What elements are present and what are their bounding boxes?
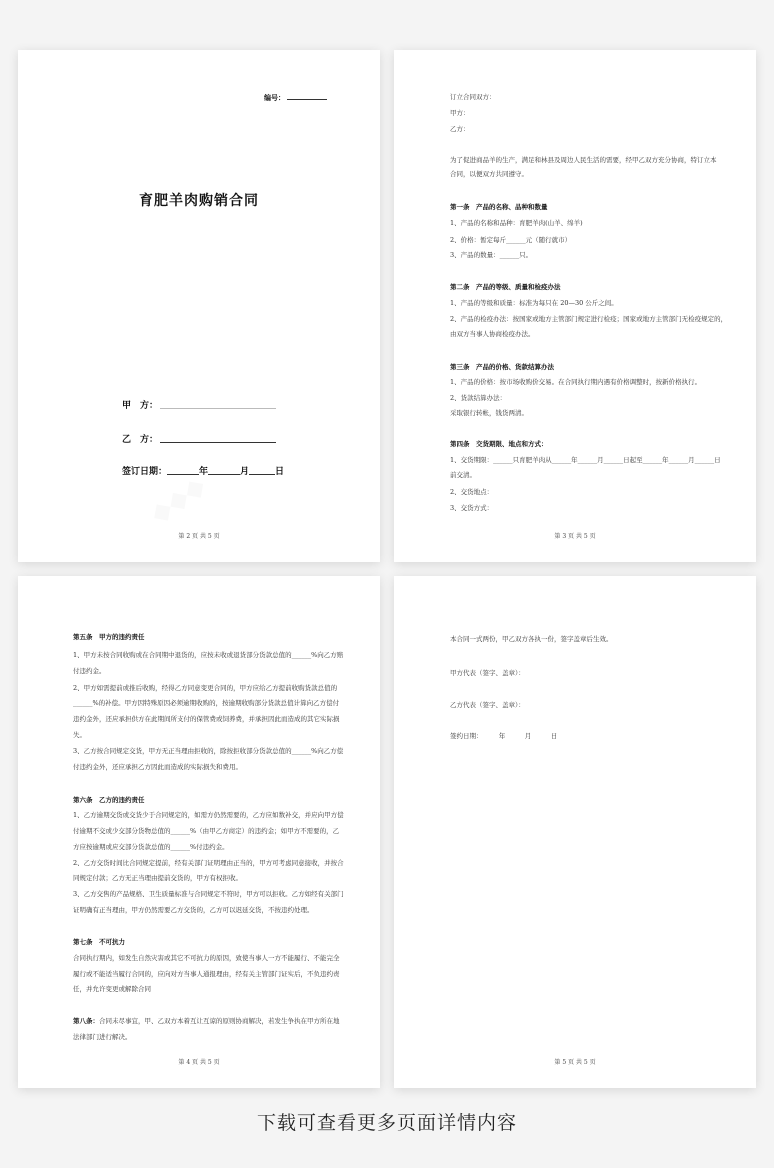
body-line: 前交清。	[450, 471, 476, 479]
body-line: 2、产品的检疫办法：按国家或地方主管部门规定进行检疫；国家或地方主管部门无检疫规定的，	[450, 315, 728, 323]
section-heading: 第一条 产品的名称、品种和数量	[450, 203, 548, 211]
contract-page-4	[394, 576, 756, 1088]
body-line: 失。	[73, 731, 86, 739]
contract-title: 育肥羊肉购销合同	[139, 193, 259, 209]
page-footer: 第 2 页 共 5 页	[178, 533, 220, 540]
body-line: 3、乙方交售的产品规格、卫生质量标准与合同规定不符时，甲方可以拒收。乙方如经有关部门	[73, 890, 344, 898]
party-a-line	[122, 398, 276, 411]
body-line: 为了促进商品羊的生产，满足和林县及周边人民生活的需要，经甲乙双方充分协商，特订立本	[450, 156, 717, 164]
page-footer: 第 5 页 共 5 页	[554, 1059, 596, 1066]
section-heading: 第五条 甲方的违约责任	[73, 633, 145, 641]
section-prefix: 第八条：	[73, 1017, 99, 1025]
body-line: 证明确有正当理由，甲方仍然需要乙方交货的，乙方可以迟延交货，不按违约处理。	[73, 906, 314, 914]
section-heading: 第四条 交货期限、地点和方式：	[450, 440, 548, 448]
body-line: 合同，以便双方共同遵守。	[450, 170, 528, 178]
sign-date-line	[122, 464, 284, 477]
body-line: 付逾期不交或少交部分货物总值的______%（由甲乙方商定）的违约金；如甲方不需要的，乙	[73, 827, 340, 835]
body-line: 1、乙方逾期交货或交货少于合同规定的，如需方仍然需要的，乙方应如数补交，并应向甲方偿	[73, 811, 344, 819]
section-heading: 第二条 产品的等级、质量和检疫办法	[450, 283, 561, 291]
sign-date-label: 签订日期：	[122, 467, 168, 477]
body-line: 付违约金。	[73, 667, 106, 675]
body-line: 1、甲方未按合同收购或在合同期中退货的，应按未收或退货部分货款总值的______%向乙方赔	[73, 651, 344, 659]
body-line: 违约金外，还应承担供方在此期间所支付的保管费或饲养费，并承担因此而造成的其它实际损	[73, 715, 340, 723]
body-line: 1、产品的等级和质量：标准为每只在 20—30 公斤之间。	[450, 299, 618, 307]
body-line: 乙方代表（签字、盖章）：	[450, 701, 525, 709]
serial-blank	[287, 93, 327, 100]
month-blank	[208, 466, 240, 475]
year-label: 年	[199, 467, 209, 477]
section-heading: 第六条 乙方的违约责任	[73, 796, 145, 804]
body-line: 签约日期： 年 月 日	[450, 732, 558, 740]
watermark	[145, 471, 211, 530]
month-label: 月	[240, 467, 250, 477]
page-footer: 第 4 页 共 5 页	[178, 1059, 220, 1066]
contract-page-2	[394, 50, 756, 562]
download-caption: 下载可查看更多页面详情内容	[256, 1112, 517, 1134]
body-line: 方应按逾期或应交部分货款总值的______%付违约金。	[73, 843, 229, 851]
day-blank	[249, 466, 275, 475]
body-line	[73, 1016, 340, 1026]
contract-page-3	[18, 576, 380, 1088]
section-heading: 第七条 不可抗力	[73, 938, 125, 946]
day-label: 日	[275, 467, 285, 477]
party-b-line	[122, 432, 276, 445]
party-a-blank	[160, 407, 276, 409]
body-line: 3、产品的数量：______只。	[450, 251, 533, 259]
body-line: 履行或不能适当履行合同的，应向对方当事人通报理由，经有关主管部门证实后，不负违约责	[73, 970, 340, 978]
body-line: 2、甲方如需提前或推后收购，经得乙方同意变更合同的，甲方应给乙方提前收购货款总值的	[73, 684, 338, 692]
body-line: 1、产品的价格：按市场收购价交易。在合同执行期内遇有价格调整时，按新价格执行。	[450, 378, 702, 386]
body-line: 2、货款结算办法：	[450, 394, 507, 402]
serial-number	[264, 93, 327, 103]
section-text: 合同未尽事宜，甲、乙双方本着互让互谅的原则协商解决，若发生争执在甲方所在地	[99, 1017, 340, 1025]
body-line: 甲方：	[450, 109, 470, 117]
body-line: 2、乙方交货时间比合同规定提前，经有关部门证明理由正当的，甲方可考虑同意接收，并按合	[73, 859, 344, 867]
body-line: 同规定付款；乙方无正当理由提前交货的，甲方有权拒收。	[73, 874, 242, 882]
body-line: 1、产品的名称和品种：育肥羊肉(山羊、绵羊)	[450, 219, 583, 227]
body-line: 乙方：	[450, 125, 470, 133]
body-line: 本合同一式两份，甲乙双方各执一份，签字盖章后生效。	[450, 635, 613, 643]
party-b-blank	[160, 441, 276, 443]
body-line: 任，并允许变更或解除合同	[73, 985, 151, 993]
body-line: 由双方当事人协商检疫办法。	[450, 330, 535, 338]
body-line: 法律部门进行解决。	[73, 1033, 132, 1041]
body-line: 3、交货方式：	[450, 504, 494, 512]
body-line: 采取银行转帐，钱货两清。	[450, 409, 528, 417]
section-heading: 第三条 产品的价格、货款结算办法	[450, 363, 554, 371]
body-line: 2、价格：暂定每斤______元（随行就市）	[450, 236, 572, 244]
contract-cover-page	[18, 50, 380, 562]
body-line: 3、乙方按合同规定交货，甲方无正当理由拒收的，除按拒收部分货款总值的______%向乙方偿	[73, 747, 344, 755]
serial-label: 编号：	[264, 93, 285, 102]
body-line: 订立合同双方：	[450, 93, 496, 101]
body-line: 2、交货地点：	[450, 488, 494, 496]
page-footer: 第 3 页 共 5 页	[554, 533, 596, 540]
body-line: ______%的补偿。甲方因特殊原因必须逾期收购的，按逾期收购部分货款总值计算向乙方偿付	[73, 699, 340, 707]
body-line: 合同执行期内，如发生自然灾害或其它不可抗力的原因，致使当事人一方不能履行、不能完全	[73, 954, 340, 962]
body-line: 付违约金外，还应承担乙方因此而造成的实际损失和费用。	[73, 763, 242, 771]
body-line: 1、交货期限：______只育肥羊肉从______年______月______日起至______年______月______日	[450, 456, 721, 464]
party-a-label: 甲 方：	[122, 401, 159, 411]
party-b-label: 乙 方：	[122, 435, 159, 445]
body-line: 甲方代表（签字、盖章）：	[450, 669, 525, 677]
